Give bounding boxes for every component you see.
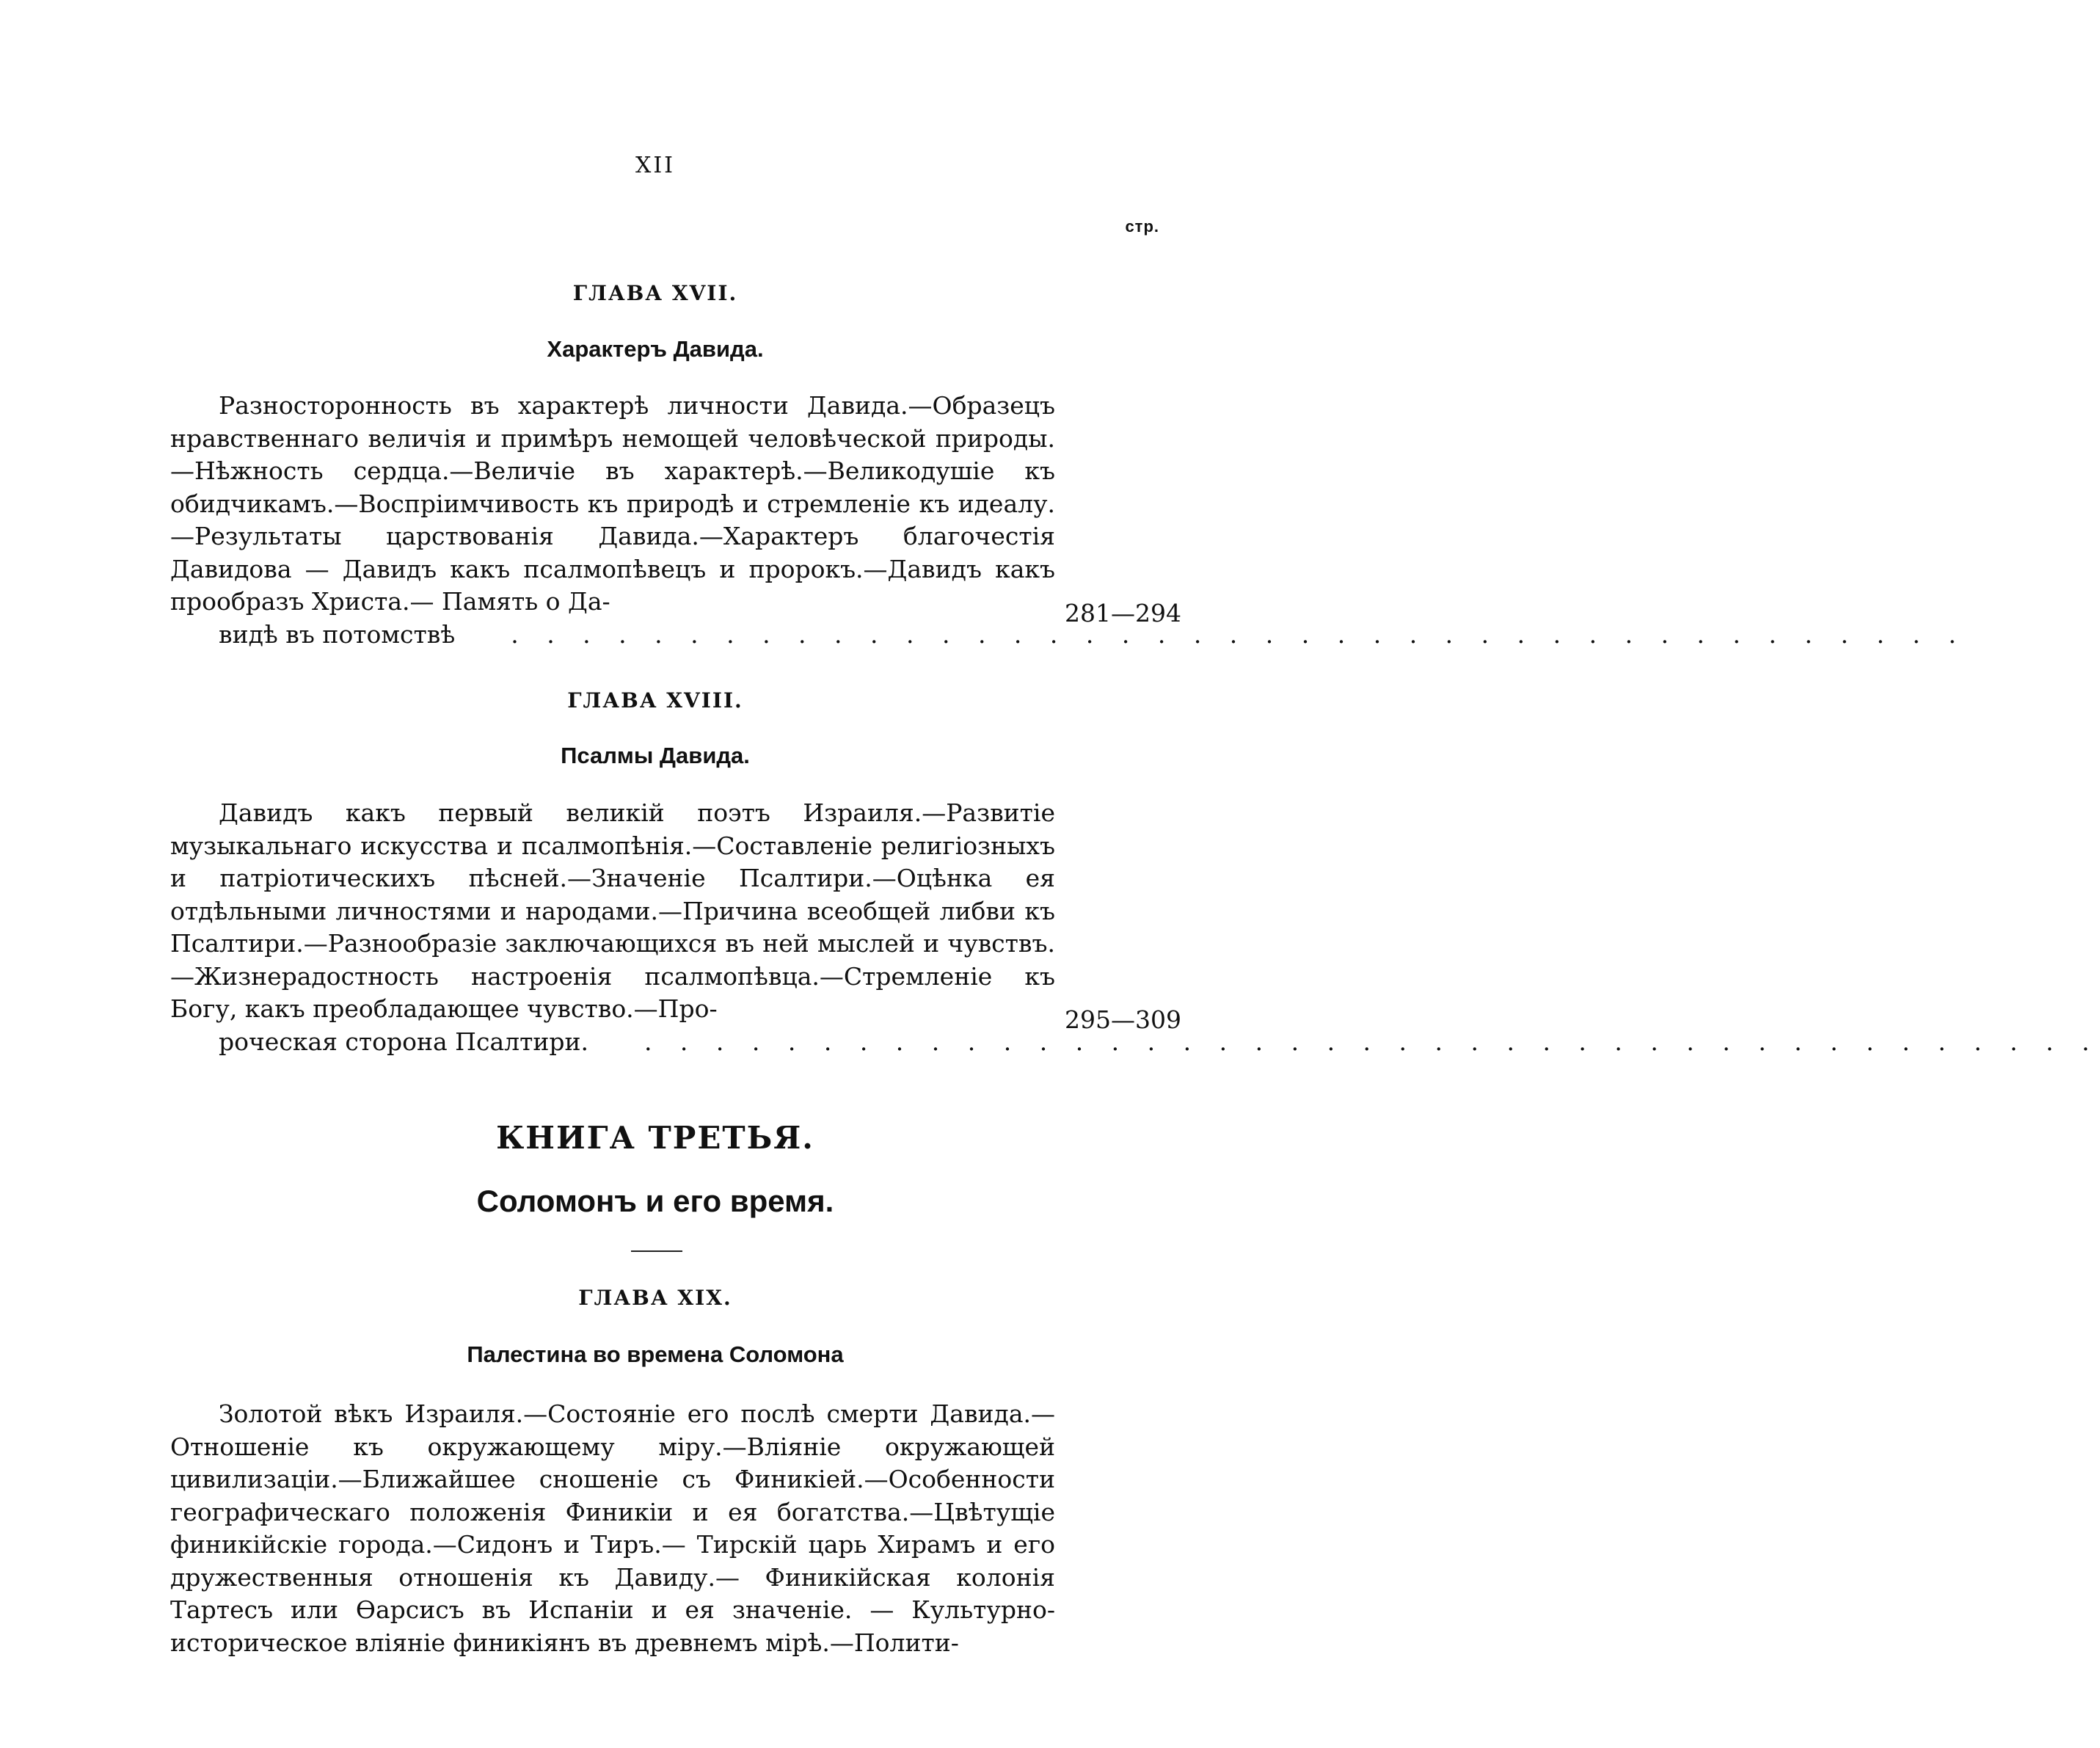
chapter-summary-last-line	[170, 1026, 2100, 1059]
chapter-title: Псалмы Давида.	[561, 743, 750, 768]
chapter-summary-text: Давидъ какъ первый великій поэтъ Израиля.—Развитіе музыкальнаго искусства и псалмопѣнія.—Составленіе религіозныхъ и патріотическихъ пѣсней.—Значеніе Псалтири.—Оцѣнка ея отдѣльными личностями и народами.—Причина всеобщей либви къ Псалтири.—Разнообразіе заключающихся въ ней мыслей и чувствъ.—Жизнерадостность настроенія псалмопѣвца.—Стремленіе къ Богу, какъ преобладающее чувство.—Про-	[170, 798, 1055, 1023]
book-title: КНИГА ТРЕТЬЯ.	[496, 1120, 814, 1156]
chapter-label: ГЛАВА XVII.	[572, 281, 738, 305]
dot-leader: . . . . . . . . . . . . . . . . . . . . . . . . . . . . . . . . . . . . . . . . .	[511, 619, 1966, 649]
chapter-summary	[170, 1398, 1055, 1659]
chapter-label: ГЛАВА XVIII.	[567, 688, 743, 713]
chapter-summary-end: видѣ въ потомствѣ	[219, 619, 456, 649]
pages-column-header: стр.	[1125, 217, 1159, 236]
chapter-title: Характеръ Давида.	[547, 336, 764, 362]
chapter-label: ГЛАВА XIX.	[578, 1286, 732, 1310]
page-range: 281—294	[1065, 599, 1181, 627]
chapter-summary-text: Разносторонность въ характерѣ личности Давида.—Образецъ нравственнаго величія и примѣръ немощей человѣческой природы.—Нѣжность сердца.—Величіе въ характерѣ.—Великодушіе къ обидчикамъ.—Воспріимчивость къ природѣ и стремленіе къ идеалу.—Результаты царствованія Давида.—Характеръ благочестія Давидова — Давидъ какъ псалмопѣвецъ и пророкъ.—Давидъ какъ прообразъ Христа.— Память о Да-	[170, 391, 1055, 616]
page-range: 295—309	[1065, 1005, 1181, 1034]
dot-leader: . . . . . . . . . . . . . . . . . . . . . . . . . . . . . . . . . . . . . . . . .	[644, 1027, 2100, 1056]
chapter-title: Палестина во времена Соломона	[467, 1341, 844, 1367]
chapter-summary-last-line	[170, 619, 1966, 652]
divider-rule	[631, 1250, 682, 1252]
book-subtitle: Соломонъ и его время.	[476, 1184, 834, 1218]
chapter-summary-text: Золотой вѣкъ Израиля.—Состояніе его послѣ смерти Давида.—Отношеніе къ окружающему міру.—Вліяніе окружающей цивилизаціи.—Ближайшее сношеніе съ Финикіей.—Особенности географическаго положенія Финикіи и ея богатства.—Цвѣтущіе финикійскіе города.—Сидонъ и Тиръ.— Тирскій царь Хирамъ и его дружественныя отношенія къ Давиду.— Финикійская колонія Тартесъ или Ѳарсисъ въ Испаніи и ея значеніе. — Культурно-историческое вліяніе финикіянъ въ древнемъ мірѣ.—Полити-	[170, 1399, 1055, 1657]
page-number: XII	[635, 153, 676, 178]
chapter-summary-end: роческая сторона Псалтири.	[219, 1027, 588, 1056]
